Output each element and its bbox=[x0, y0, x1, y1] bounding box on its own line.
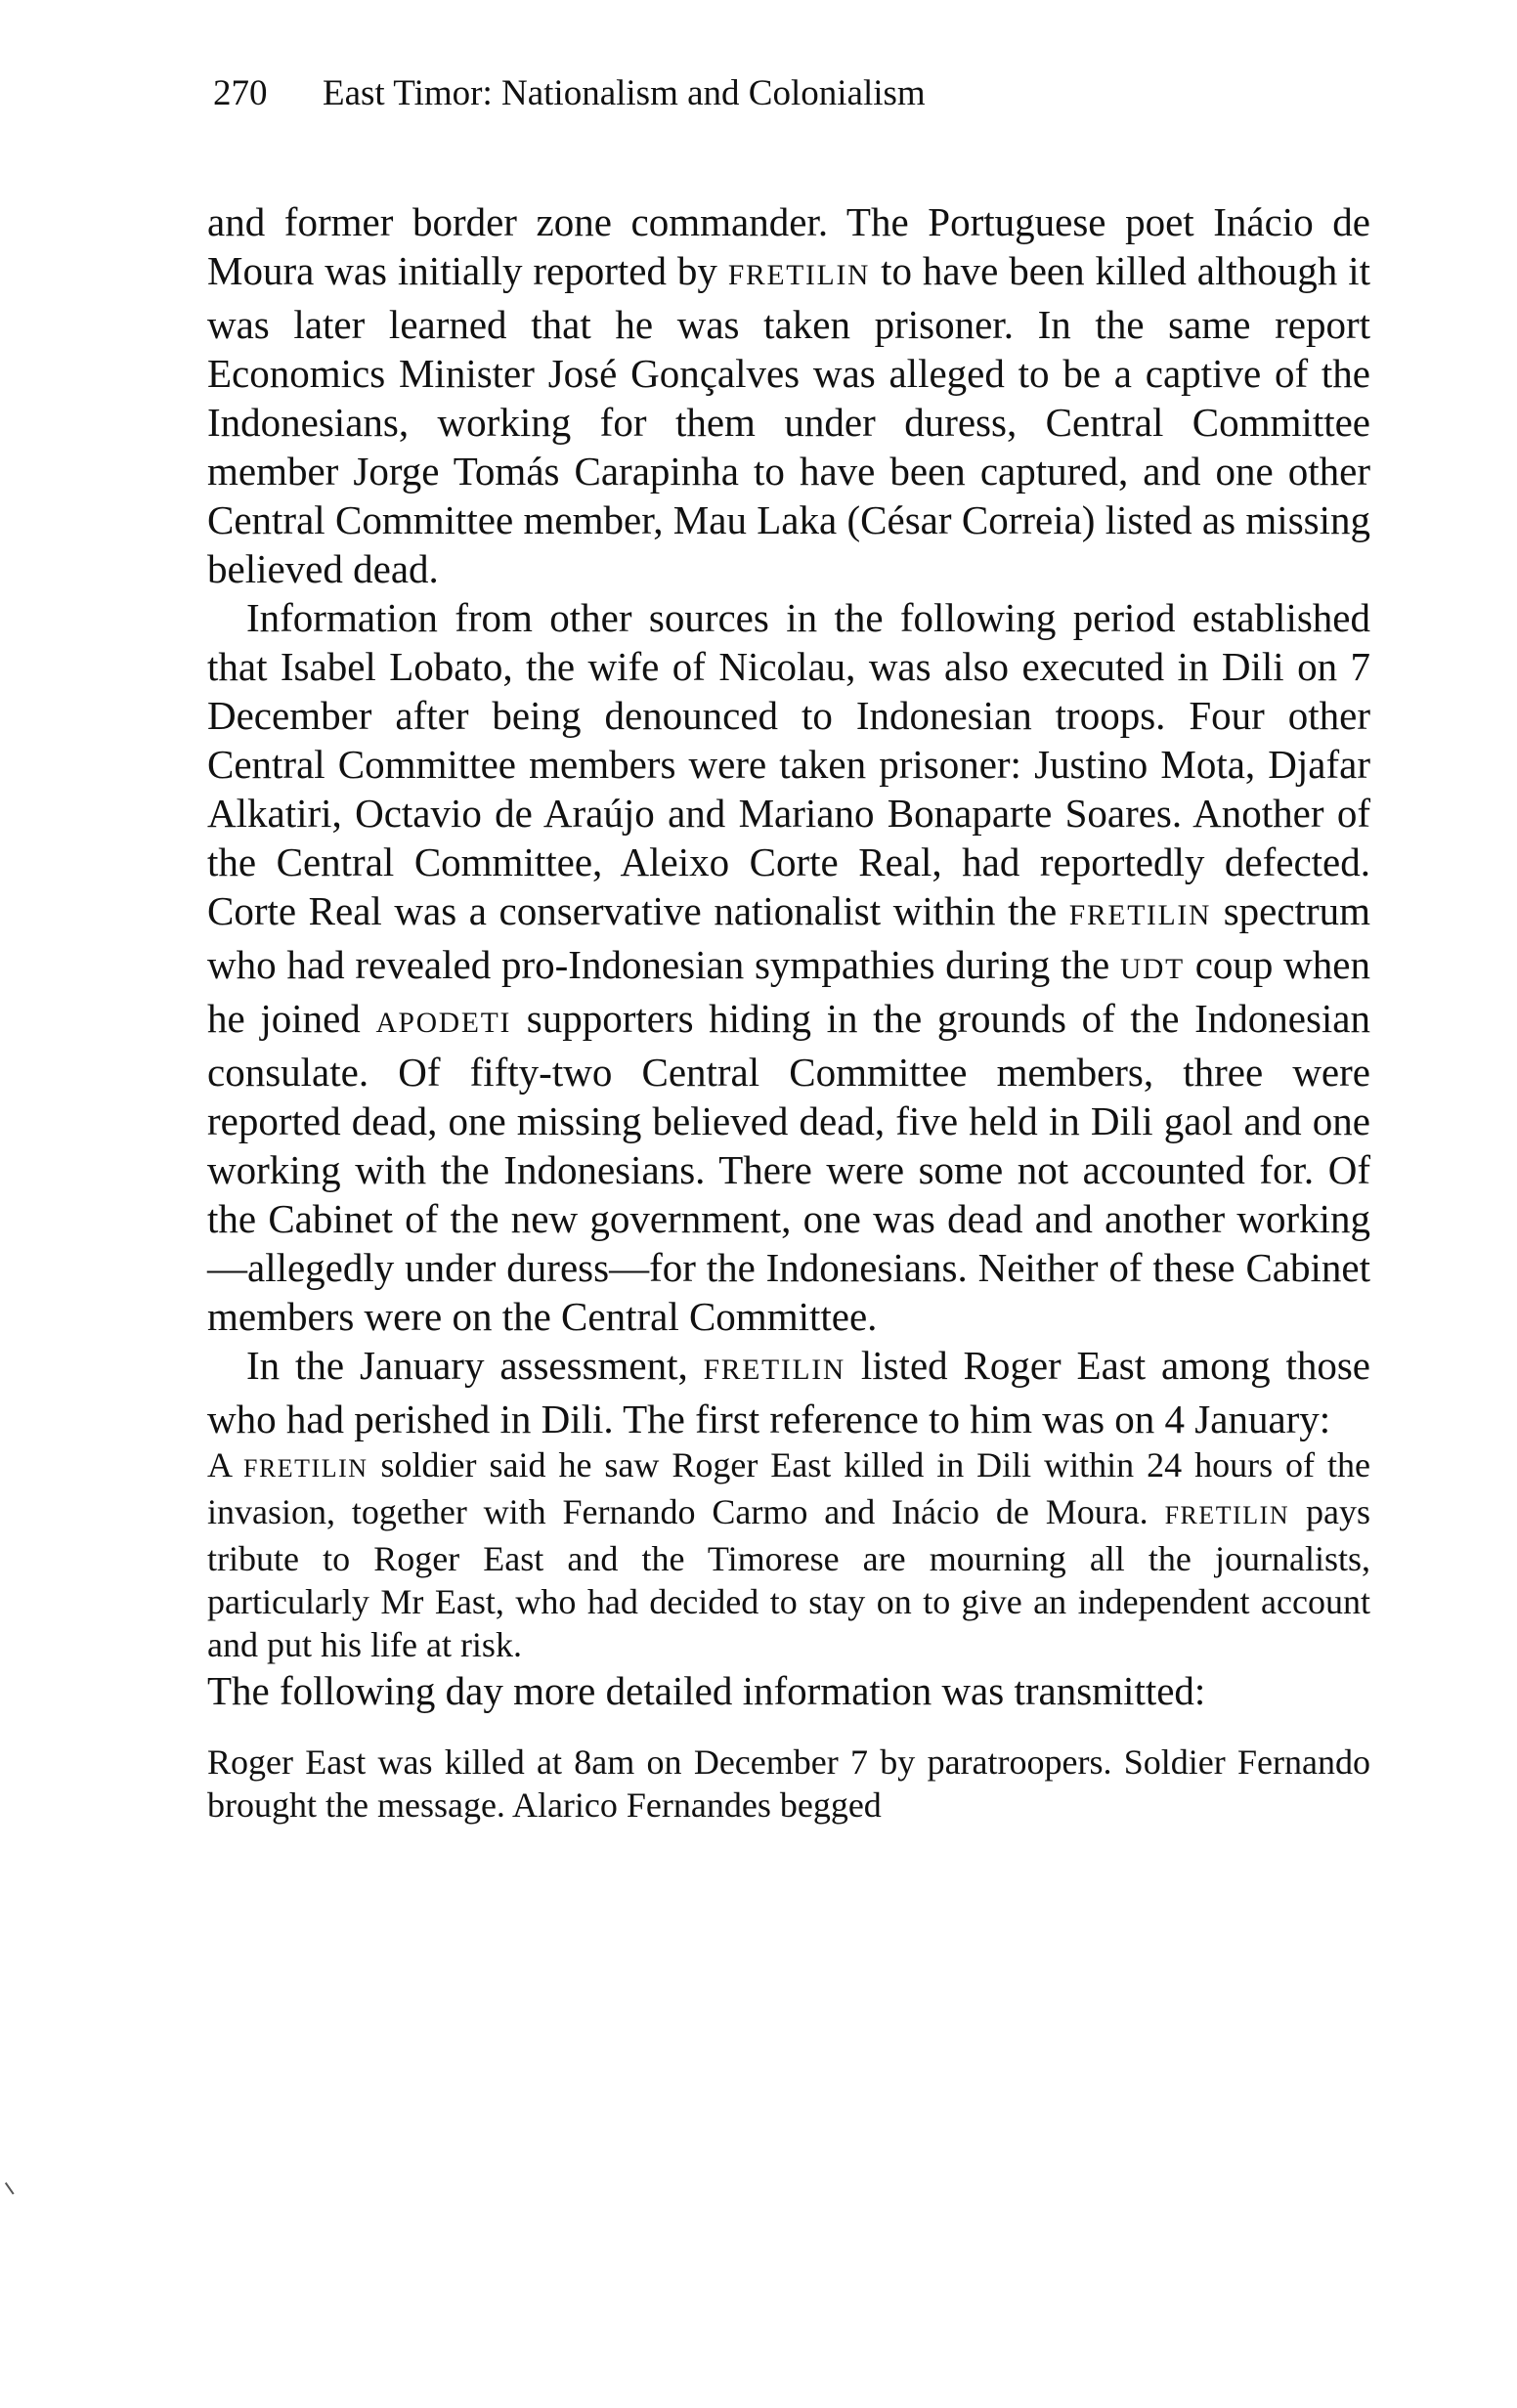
paragraph-2-smallcaps-2: UDT bbox=[1119, 954, 1185, 985]
block-quote-1-text-3: pays tribute to Roger East and the Timorese are mourning all the journalists, particularly Mr East, who had decided to stay on to give an independent account and put his life at risk. bbox=[207, 1492, 1370, 1664]
paragraph-2-text-4: supporters hiding in the grounds of the Indonesian consulate. Of fifty-two Central Committee members, three were reported dead, one missing believed dead, five held in Dili gaol and one working with the Indonesians. There were some not accounted for. Of the Cabinet of the new government, one was dead and another working—allegedly under duress—for the Indonesians. Neither of these Cabinet members were on the Central Committee. bbox=[207, 996, 1370, 1339]
block-quote-1-text-1: A bbox=[207, 1445, 243, 1484]
paragraph-1-smallcaps-1: FRETILIN bbox=[727, 260, 871, 291]
running-title: East Timor: Nationalism and Colonialism bbox=[323, 73, 926, 113]
paragraph-1-text-2: to have been killed although it was later learned that he was taken prisoner. In the same report Economics Minister José Gonçalves was alleged to be a captive of the Indonesians, working for them under duress, Central Committee member Jorge Tomás Carapinha to have been captured, and one other Central Committee member, Mau Laka (César Correia) listed as missing believed dead. bbox=[207, 248, 1370, 591]
paragraph-2-text-1: Information from other sources in the following period established that Isabel Lobato, the wife of Nicolau, was also executed in Dili on 7 December after being denounced to Indonesian troops. Four other Central Committee members were taken prisoner: Justino Mota, Djafar Alkatiri, Octavio de Araújo and Mariano Bonaparte Soares. Another of the Central Committee, Aleixo Corte Real, had reportedly defected. Corte Real was a conservative nationalist within the bbox=[207, 595, 1370, 933]
paragraph-3-text-2: listed Roger East among those who had perished in Dili. The first reference to him was on 4 January: bbox=[207, 1343, 1370, 1441]
block-quote-2: Roger East was killed at 8am on December 7 by paratroopers. Soldier Fernando brought the message. Alarico Fernandes begged bbox=[207, 1742, 1370, 1825]
paragraph-2-smallcaps-3: APODETI bbox=[375, 1008, 512, 1039]
paragraph-2-text-2: spectrum who had revealed pro-Indonesian sympathies during the bbox=[207, 888, 1370, 987]
paragraph-3 bbox=[207, 1341, 1370, 1443]
page-number: 270 bbox=[213, 73, 268, 113]
bridge-sentence: The following day more detailed information was transmitted: bbox=[207, 1668, 1206, 1713]
paragraph-2 bbox=[207, 593, 1370, 1341]
block-quote-1-smallcaps-2: FRETILIN bbox=[1164, 1501, 1290, 1529]
paragraph-3-text-1: In the January assessment, bbox=[246, 1343, 704, 1388]
paragraph-3-smallcaps-1: FRETILIN bbox=[703, 1354, 845, 1386]
paragraph-1-text-1: and former border zone commander. The Portuguese poet Inácio de Moura was initially reported by bbox=[207, 199, 1370, 293]
running-head bbox=[213, 70, 1366, 117]
block-quote-1-text-2: soldier said he saw Roger East killed in Dili within 24 hours of the invasion, together with Fernando Carmo and Inácio de Moura. bbox=[207, 1445, 1370, 1531]
paragraph-1 bbox=[207, 197, 1370, 593]
block-quote-1 bbox=[207, 1443, 1370, 1666]
scan-margin-mark bbox=[5, 2177, 21, 2194]
block-quote-1-smallcaps-1: FRETILIN bbox=[242, 1454, 368, 1483]
paragraph-2-text-3: coup when he joined bbox=[207, 942, 1370, 1041]
body-text bbox=[207, 197, 1370, 1827]
paragraph-2-smallcaps-1: FRETILIN bbox=[1068, 900, 1212, 931]
